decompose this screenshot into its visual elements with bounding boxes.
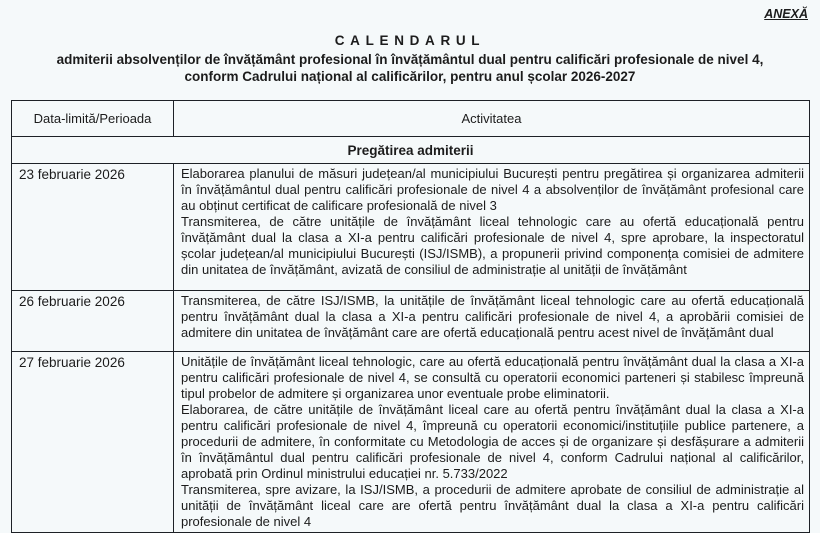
activity-paragraph: Transmiterea, spre avizare, la ISJ/ISMB, a procedurii de admitere aprobate de consiliul de administrație al unității de învățământ liceal care are ofertă pentru învățământ dual la clasa a XI-a pentru calificări profesionale de nivel 4 [181,482,804,529]
document-subtitle-line1: admiterii absolvenților de învățământ profesional în învățământul dual pentru calificări profesionale de nivel 4, [56,52,764,67]
table-row [12,352,810,533]
date-cell: 26 februarie 2026 [12,291,174,352]
date-cell: 23 februarie 2026 [12,164,174,291]
document-title: CALENDARUL [334,33,486,48]
table-row [12,164,810,291]
column-header-activity: Activitatea [174,101,810,137]
calendar-table [11,100,810,533]
activity-cell [174,291,810,352]
section-title: Pregătirea admiterii [12,137,810,164]
activity-cell [174,352,810,533]
annex-label: ANEXĂ [764,7,808,21]
activity-paragraph: Transmiterea, de către unitățile de învățământ liceal tehnologic care au ofertă educațională pentru învățământ dual la clasa a XI-a pentru calificări profesionale de nivel 4, spre aprobare, la inspectoratul școlar județean/al municipiului București (ISJ/ISMB), a propunerii privind componența comisiei de admitere din unitatea de învățământ, avizată de consiliul de administrație al unității de învățământ [181,214,804,277]
column-header-date: Data-limită/Perioada [12,101,174,137]
table-header-row [12,101,810,137]
activity-paragraph: Transmiterea, de către ISJ/ISMB, la unitățile de învățământ liceal tehnologic care au ofertă educațională pentru învățământ dual la clasa a XI-a pentru calificări profesionale de nivel 4, a aprobării comisiei de admitere din unitatea de învățământ care are ofertă educațională pentru acest nivel de învățământ dual [181,293,804,340]
document-subtitle-line2: conform Cadrului național al calificărilor, pentru anul școlar 2026-2027 [184,69,636,84]
section-header-row [12,137,810,164]
document-subtitle [0,51,820,85]
activity-paragraph: Elaborarea planului de măsuri județean/al municipiului București pentru pregătirea și organizarea admiterii în învățământul dual pentru calificări profesionale de nivel 4 a absolvenților de învățământ profesional care au obținut certificat de calificare profesională de nivel 3 [181,166,804,213]
date-cell: 27 februarie 2026 [12,352,174,533]
activity-paragraph: Unitățile de învățământ liceal tehnologic, care au ofertă educațională pentru învățământ dual la clasa a XI-a pentru calificări profesionale de nivel 4, se consultă cu operatorii economici parteneri și stabilesc împreună tipul probelor de admitere și organizarea unor eventuale probe eliminatorii. [181,354,804,401]
table-row [12,291,810,352]
document-header [0,33,820,85]
activity-cell [174,164,810,291]
activity-paragraph: Elaborarea, de către unitățile de învățământ liceal care au ofertă pentru învățământ dual la clasa a XI-a pentru calificări profesionale de nivel 4, împreună cu operatorii economici/instituțiile publice partenere, a procedurii de admitere, în conformitate cu Metodologia de acces și de organizare și desfășurare a admiterii în învățământul dual pentru calificări profesionale de nivel 4, conform Cadrului național al calificărilor, aprobată prin Ordinul ministrului educației nr. 5.733/2022 [181,402,804,481]
